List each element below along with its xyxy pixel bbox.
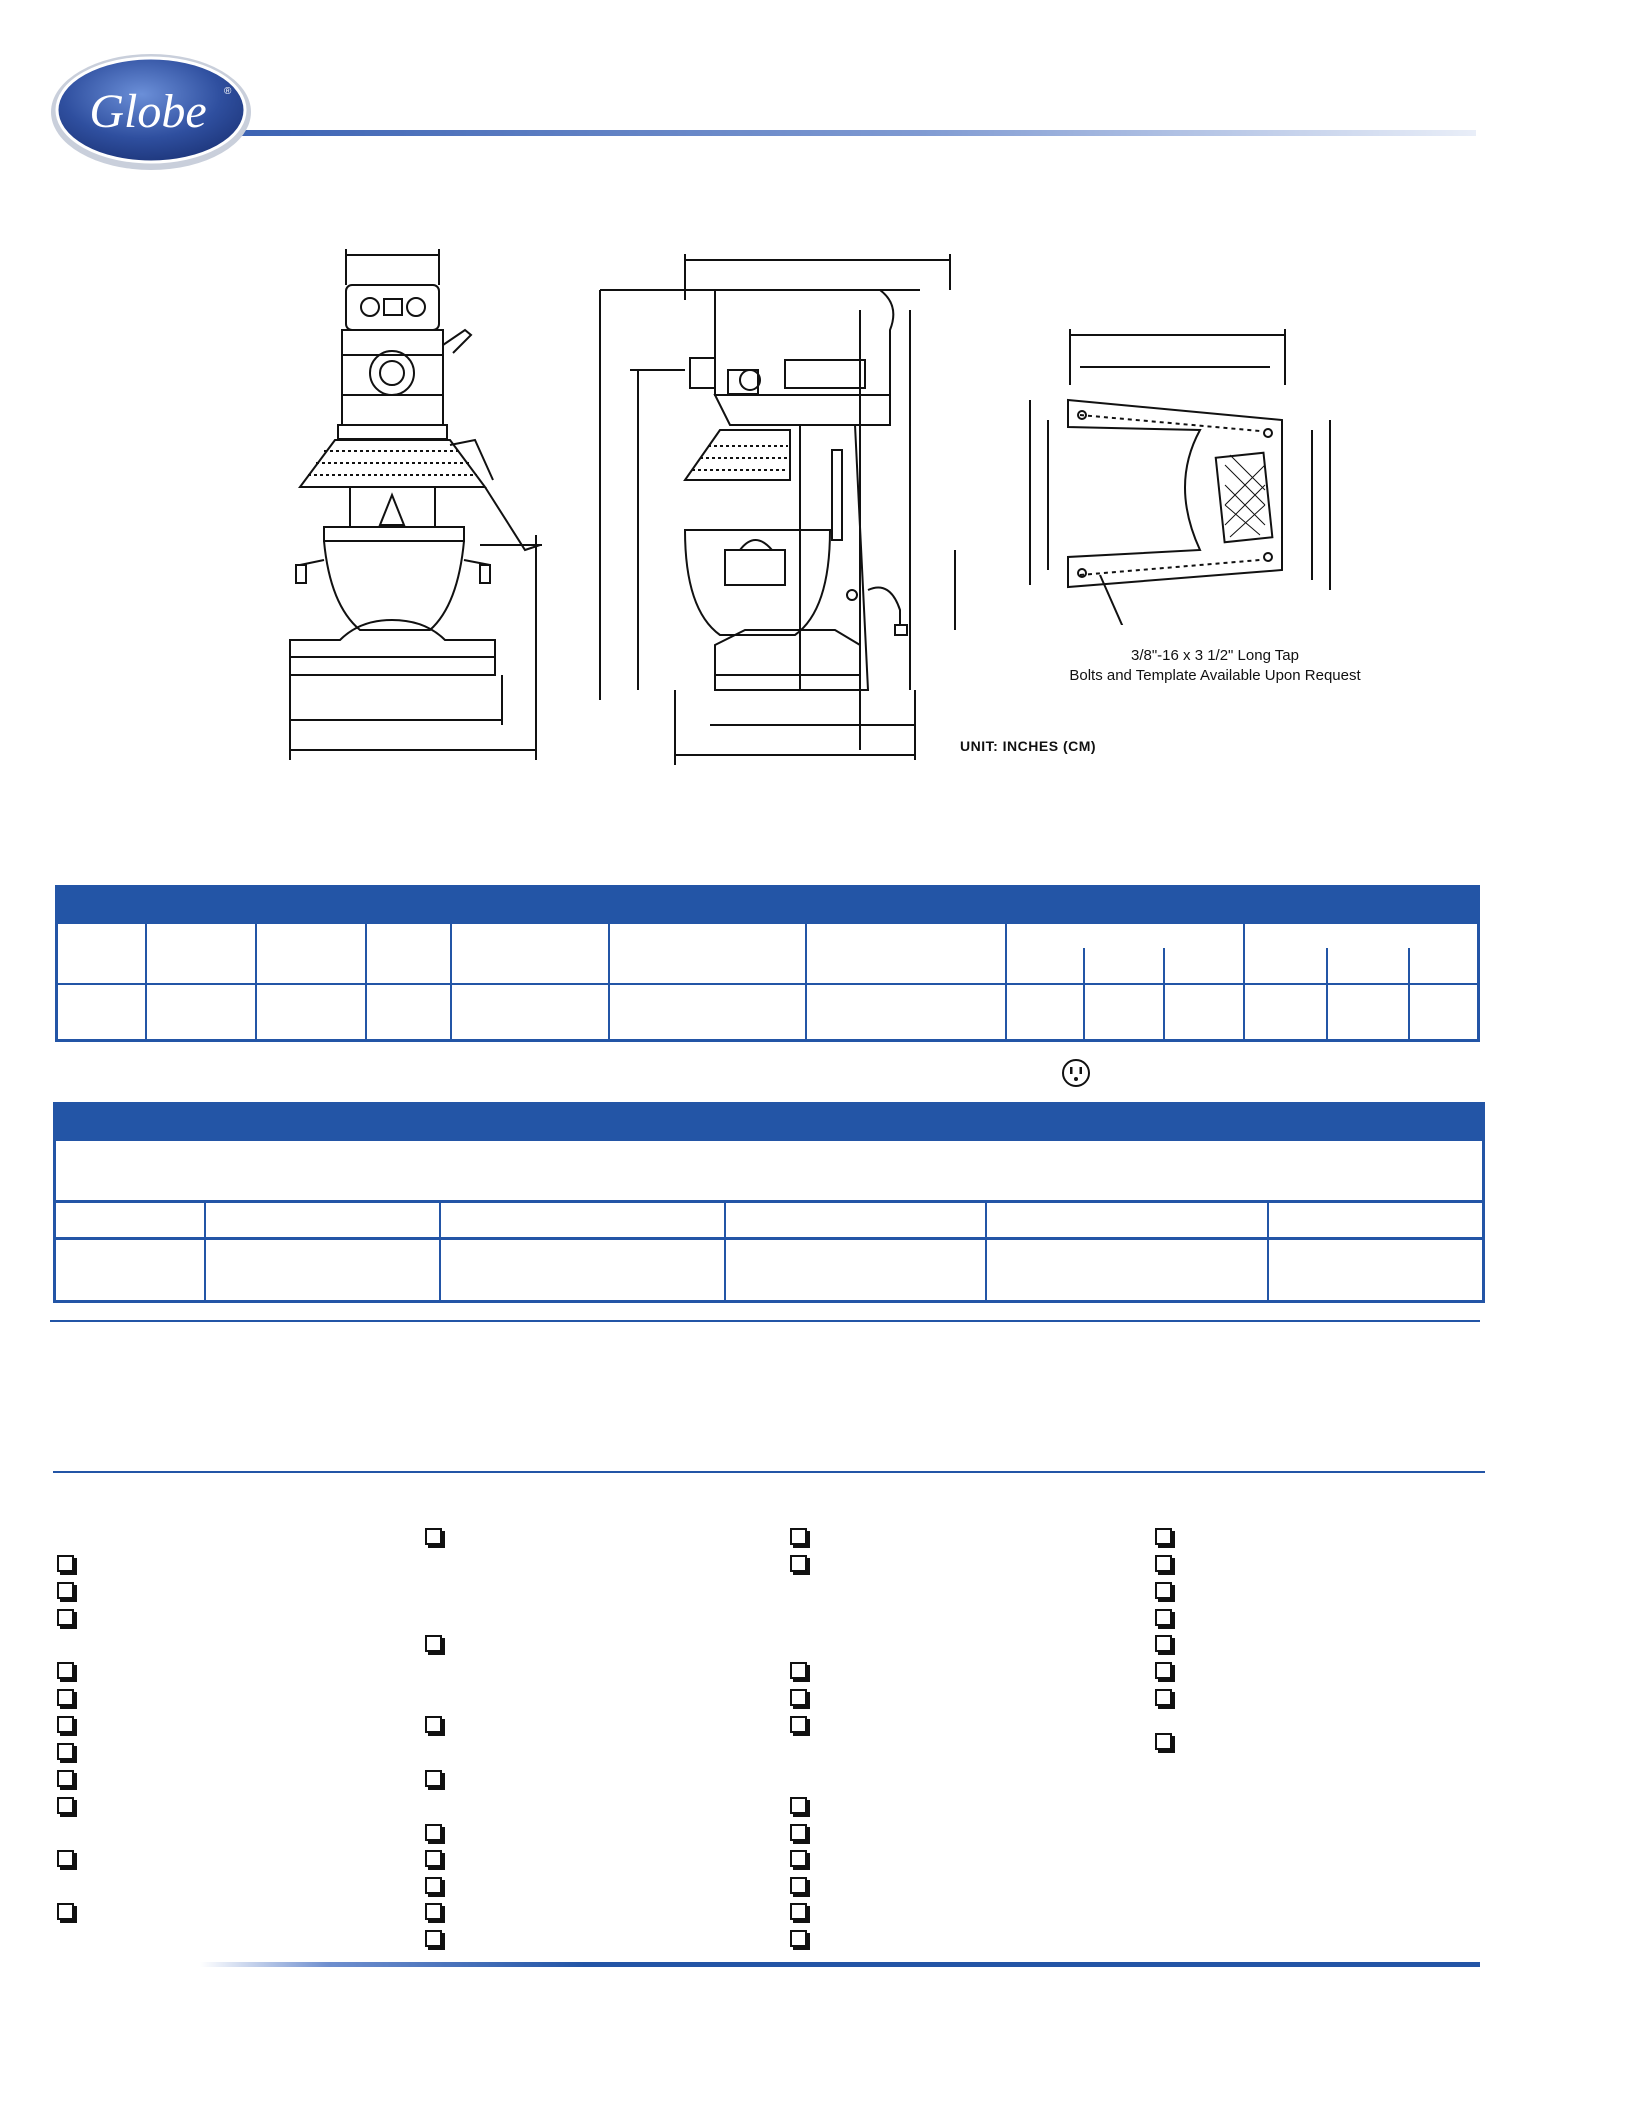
checkbox-icon[interactable] [1155, 1555, 1172, 1572]
checkbox-icon[interactable] [57, 1770, 74, 1787]
checkbox-icon[interactable] [790, 1850, 807, 1867]
checkbox-icon[interactable] [1155, 1635, 1172, 1652]
checkbox-icon[interactable] [425, 1877, 442, 1894]
checkbox-icon[interactable] [790, 1716, 807, 1733]
checkbox-icon[interactable] [1155, 1733, 1172, 1750]
checkbox-icon[interactable] [1155, 1528, 1172, 1545]
checkbox-icon[interactable] [57, 1662, 74, 1679]
checkbox-icon[interactable] [57, 1689, 74, 1706]
checkbox-icon[interactable] [425, 1528, 442, 1545]
front-view-drawing [280, 245, 550, 765]
checkbox-icon[interactable] [57, 1903, 74, 1920]
checkbox-icon[interactable] [1155, 1582, 1172, 1599]
table-row-divider [58, 983, 1477, 985]
mounting-note-line1: 3/8"-16 x 3 1/2" Long Tap [1131, 647, 1299, 664]
checkbox-icon[interactable] [57, 1716, 74, 1733]
specifications-table-header-band [58, 888, 1477, 924]
unit-label: UNIT: INCHES (CM) [960, 738, 1097, 754]
checkbox-icon[interactable] [790, 1662, 807, 1679]
checkbox-icon[interactable] [1155, 1609, 1172, 1626]
checkbox-icon[interactable] [425, 1930, 442, 1947]
checkbox-icon[interactable] [57, 1797, 74, 1814]
checkbox-icon[interactable] [790, 1903, 807, 1920]
mounting-note [1030, 646, 1400, 686]
base-footprint-drawing [1020, 325, 1340, 625]
checkbox-icon[interactable] [425, 1850, 442, 1867]
specifications-table [55, 885, 1480, 1042]
side-view-drawing [590, 250, 990, 770]
checkbox-icon[interactable] [57, 1582, 74, 1599]
shipping-table-header-band [56, 1105, 1482, 1141]
mounting-note-line2: Bolts and Template Available Upon Request [1069, 667, 1361, 684]
checkbox-icon[interactable] [425, 1770, 442, 1787]
registered-mark: ® [224, 86, 232, 97]
checkbox-icon[interactable] [790, 1824, 807, 1841]
checkbox-icon[interactable] [425, 1903, 442, 1920]
section-rule [50, 1320, 1480, 1322]
checkbox-icon[interactable] [57, 1850, 74, 1867]
checkbox-icon[interactable] [57, 1555, 74, 1572]
checkbox-icon[interactable] [1155, 1662, 1172, 1679]
checkbox-icon[interactable] [1155, 1689, 1172, 1706]
checkbox-icon[interactable] [425, 1824, 442, 1841]
footer-rule [200, 1962, 1480, 1967]
globe-logo [48, 50, 254, 174]
checkbox-icon[interactable] [57, 1743, 74, 1760]
checkbox-icon[interactable] [790, 1930, 807, 1947]
checkbox-icon[interactable] [425, 1635, 442, 1652]
shipping-table [53, 1102, 1485, 1303]
header-rule [236, 130, 1476, 136]
checkbox-icon[interactable] [790, 1555, 807, 1572]
logo-text: Globe [89, 85, 207, 138]
electrical-outlet-icon [1060, 1057, 1092, 1089]
checkbox-icon[interactable] [790, 1877, 807, 1894]
checkbox-icon[interactable] [790, 1528, 807, 1545]
checkbox-icon[interactable] [57, 1609, 74, 1626]
checkbox-icon[interactable] [790, 1797, 807, 1814]
checkbox-icon[interactable] [790, 1689, 807, 1706]
checkbox-icon[interactable] [425, 1716, 442, 1733]
section-rule [53, 1471, 1485, 1473]
